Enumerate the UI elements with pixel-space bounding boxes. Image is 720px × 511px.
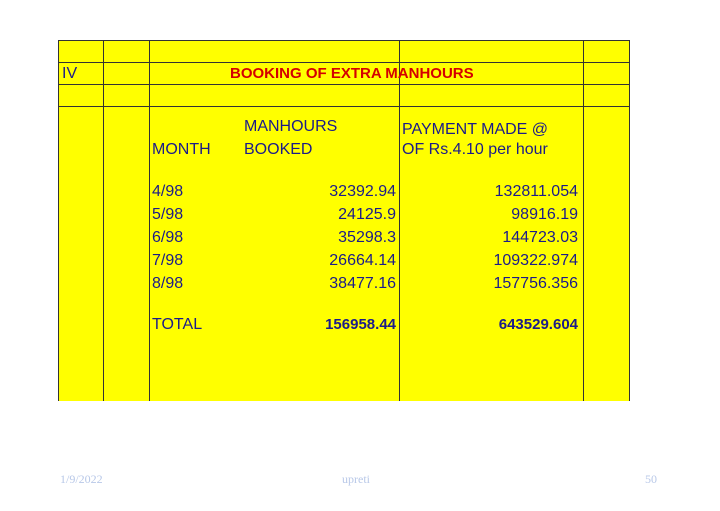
row-payment: 98916.19: [511, 206, 578, 223]
grid-col-line: [399, 40, 400, 401]
header-payment-line2: OF Rs.4.10 per hour: [402, 141, 548, 158]
grid-row-line: [58, 106, 630, 107]
row-manhours: 26664.14: [329, 252, 396, 269]
grid-col-line: [149, 40, 150, 401]
section-number: IV: [62, 65, 78, 82]
border-left: [58, 40, 59, 401]
row-payment: 144723.03: [502, 229, 578, 246]
row-month: 5/98: [152, 206, 184, 223]
grid-col-line: [583, 40, 584, 401]
row-manhours: 32392.94: [329, 183, 396, 200]
grid-row-line: [58, 62, 630, 63]
row-month: 4/98: [152, 183, 184, 200]
header-manhours-line1: MANHOURS: [244, 118, 338, 135]
row-month: 7/98: [152, 252, 184, 269]
footer-date: 1/9/2022: [60, 472, 103, 486]
row-manhours: 35298.3: [338, 229, 396, 246]
row-month: 6/98: [152, 229, 184, 246]
total-payment: 643529.604: [498, 316, 578, 333]
footer-page-number: 50: [645, 472, 657, 486]
total-manhours: 156958.44: [325, 316, 396, 333]
table-title: BOOKING OF EXTRA MANHOURS: [230, 65, 474, 82]
border-right: [629, 40, 630, 401]
footer-author: upreti: [342, 472, 370, 486]
total-label: TOTAL: [152, 316, 203, 333]
border-top: [58, 40, 630, 41]
row-manhours: 24125.9: [338, 206, 396, 223]
row-month: 8/98: [152, 275, 184, 292]
spreadsheet: [58, 40, 630, 401]
row-payment: 109322.974: [493, 252, 578, 269]
header-month: MONTH: [152, 141, 211, 158]
header-payment-line1: PAYMENT MADE @: [402, 121, 549, 138]
grid-col-line: [103, 40, 104, 401]
grid-row-line: [58, 84, 630, 85]
header-manhours-line2: BOOKED: [244, 141, 313, 158]
row-manhours: 38477.16: [329, 275, 396, 292]
row-payment: 157756.356: [493, 275, 578, 292]
row-payment: 132811.054: [494, 183, 578, 200]
